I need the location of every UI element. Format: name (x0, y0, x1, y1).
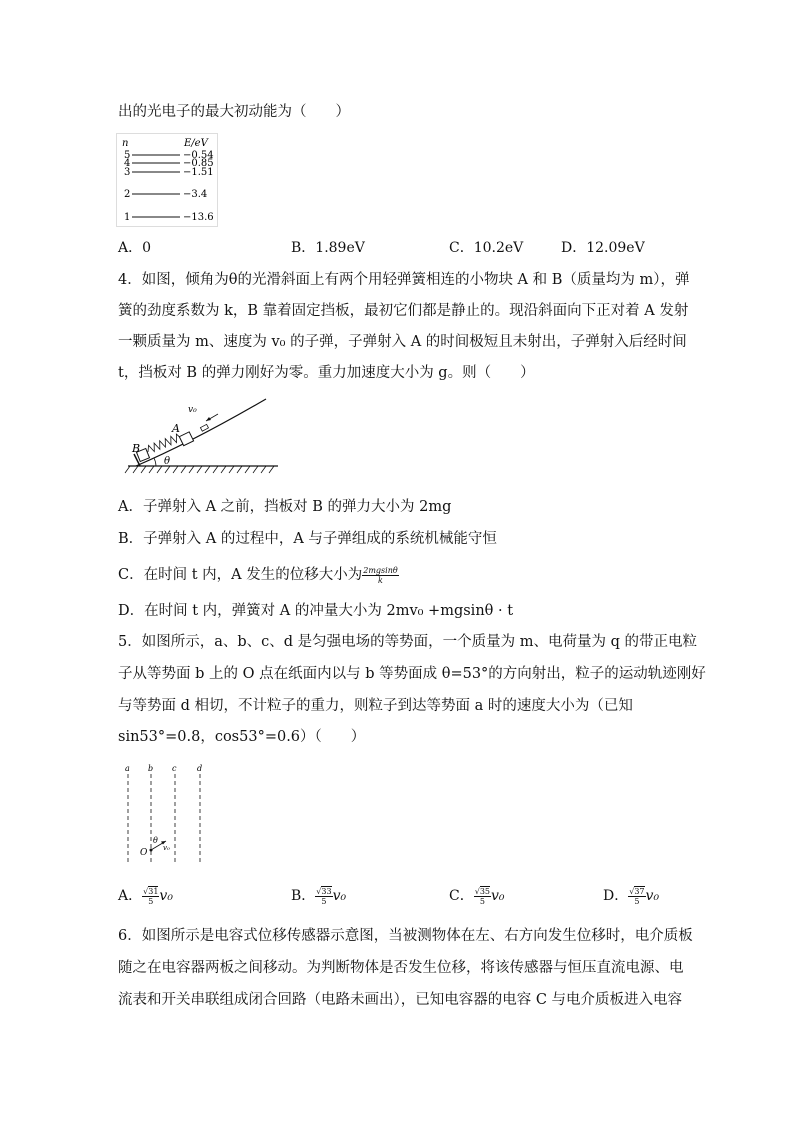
incline-label-a: A (172, 422, 180, 435)
q5-option-letter: C． (449, 888, 474, 904)
q5-option-letter: D． (603, 888, 629, 904)
q4-option-d: D．在时间 t 内，弹簧对 A 的冲量大小为 2mv₀ +mgsinθ · t (118, 603, 514, 619)
q5-option-radicand: 31 (148, 886, 159, 896)
q5-option-numerator: √31 (143, 886, 159, 896)
energy-level-value-1: −13.6 (183, 212, 214, 223)
q5-option-letter: B． (291, 888, 316, 904)
q4-line-4: t，挡板对 B 的弹力刚好为零。重力加速度大小为 g。则（ ） (118, 365, 535, 381)
energy-level-n-5: 5 (124, 150, 131, 161)
q5-option-radicand: 37 (634, 886, 645, 896)
q6-line-2: 随之在电容器两板之间移动。为判断物体是否发生位移，将该传感器与恒压直流电源、电 (118, 960, 684, 976)
q5-option-radicand: 33 (321, 886, 332, 896)
q4-option-a: A．子弹射入 A 之前，挡板对 B 的弹力大小为 2mg (118, 499, 452, 515)
energy-header-n: n (122, 138, 129, 149)
q4-line-3: 一颗质量为 m、速度为 v₀ 的子弹，子弹射入 A 的时间极短且未射出，子弹射入后经时间 (118, 334, 687, 350)
q3-option-d: D．12.09eV (561, 240, 645, 256)
incline-label-b: B (132, 442, 141, 455)
q4-option-c (118, 565, 399, 585)
equipotential-label-b: b (148, 764, 154, 773)
q5-option-velocity: v₀ (645, 888, 660, 904)
energy-level-value-4: −0.85 (183, 158, 214, 169)
q4-line-1: 4．如图，倾角为θ的光滑斜面上有两个用轻弹簧相连的小物块 A 和 B（质量均为 m），弹 (118, 272, 690, 288)
q5-option-b (291, 886, 346, 906)
incline-spring-diagram (122, 394, 282, 476)
q5-line-2: 子从等势面 b 上的 O 点在纸面内以与 b 等势面成 θ=53°的方向射出，粒子的运动轨迹刚好 (118, 666, 706, 682)
q6-line-1: 6．如图所示是电容式位移传感器示意图，当被测物体在左、右方向发生位移时，电介质板 (118, 928, 693, 944)
q5-option-numerator: √37 (629, 886, 645, 896)
q5-option-denominator: 5 (148, 896, 154, 906)
q3-option-a: A．0 (118, 240, 152, 256)
equipotential-label-d: d (197, 764, 203, 773)
equipotential-label-v0: v₀ (163, 844, 170, 852)
q5-option-velocity: v₀ (159, 888, 173, 904)
energy-level-diagram (116, 133, 218, 227)
q5-option-c (449, 886, 505, 906)
q5-option-fraction (474, 887, 491, 906)
q5-option-denominator: 5 (634, 896, 640, 906)
q4-option-c-denominator: k (378, 575, 383, 585)
q5-line-3: 与等势面 d 相切，不计粒子的重力，则粒子到达等势面 a 时的速度大小为（已知 (118, 698, 633, 714)
energy-level-value-2: −3.4 (183, 189, 208, 200)
q5-option-numerator: √33 (316, 886, 332, 896)
q6-line-3: 流表和开关串联组成闭合回路（电路未画出），已知电容器的电容 C 与电介质板进入电容 (118, 992, 683, 1008)
q5-option-d (603, 886, 659, 906)
energy-level-n-4: 4 (124, 158, 131, 169)
q5-option-fraction (315, 887, 332, 906)
incline-label-v0: v₀ (188, 405, 197, 415)
q5-line-1: 5．如图所示，a、b、c、d 是匀强电场的等势面，一个质量为 m、电荷量为 q 的带正电粒 (118, 634, 698, 650)
q5-option-velocity: v₀ (332, 888, 347, 904)
q5-option-denominator: 5 (479, 896, 485, 906)
q5-option-denominator: 5 (321, 896, 327, 906)
energy-level-n-2: 2 (124, 189, 131, 200)
q5-option-a (118, 886, 173, 906)
q5-option-velocity: v₀ (491, 888, 505, 904)
equipotential-label-o: O (140, 848, 148, 858)
equipotential-diagram (118, 762, 218, 866)
equipotential-label-a: a (125, 764, 130, 773)
q3-option-b: B．1.89eV (291, 240, 365, 256)
q4-option-c-prefix: C．在时间 t 内，A 发生的位移大小为 (118, 567, 363, 583)
incline-label-theta: θ (164, 456, 171, 467)
energy-level-value-5: −0.54 (183, 150, 214, 161)
energy-level-n-1: 1 (124, 212, 131, 223)
q5-line-4: sin53°=0.8，cos53°=0.6）（ ） (118, 729, 366, 745)
energy-header-e: E/eV (184, 138, 208, 149)
q5-option-fraction (142, 887, 159, 906)
q5-option-fraction (628, 887, 645, 906)
q4-line-2: 簧的劲度系数为 k，B 靠着固定挡板，最初它们都是静止的。现沿斜面向下正对着 A 发射 (118, 303, 689, 319)
energy-level-n-3: 3 (124, 167, 131, 178)
equipotential-label-c: c (172, 764, 177, 773)
q5-option-letter: A． (118, 888, 143, 904)
q4-option-c-numerator: 2mgsinθ (363, 565, 398, 575)
q4-option-b: B．子弹射入 A 的过程中，A 与子弹组成的系统机械能守恒 (118, 531, 497, 547)
energy-level-value-3: −1.51 (183, 167, 214, 178)
equipotential-label-theta: θ (153, 836, 158, 845)
q5-option-numerator: √35 (474, 886, 491, 896)
q4-option-c-fraction (362, 566, 398, 585)
q5-option-radicand: 35 (479, 886, 491, 896)
q3-option-c: C．10.2eV (449, 240, 524, 256)
q3-stem-tail: 出的光电子的最大初动能为（ ） (118, 104, 350, 120)
